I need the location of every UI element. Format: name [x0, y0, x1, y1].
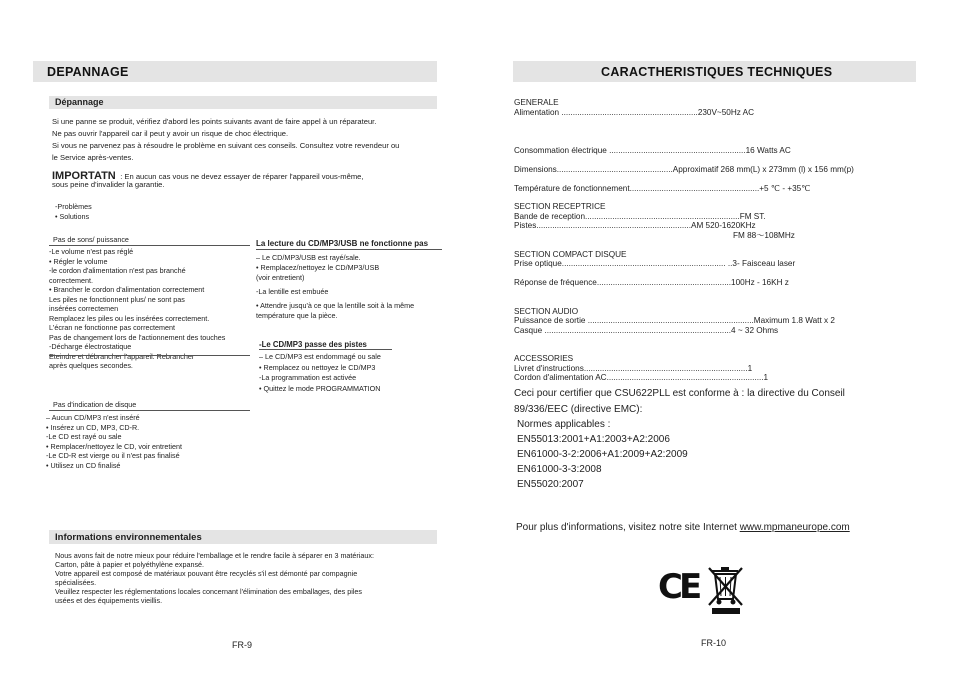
page-number-left: FR-9	[232, 640, 252, 650]
accessory-manual: Livret d'instructions........................................................................1	[514, 364, 753, 373]
spec-optical: Prise optique........................................................................ ..3- Faisceau laser	[514, 259, 796, 268]
section-disc-title: Pas d'indication de disque	[53, 400, 137, 409]
col2-title-2: -Le CD/MP3 passe des pistes	[259, 340, 367, 349]
intro-text: Si une panne se produit, vérifiez d'abord les points suivants avant de faire appel à un réparateur. Ne pas ouvrir l'appareil car il peut y avoir un risque de choc électrique. Si vous ne parvenez pas à résoudre le problème en suivant ces conseils. Consultez votre revendeur ou le Service après-ventes.	[52, 117, 400, 162]
divider	[49, 245, 250, 246]
important-label: IMPORTATN	[52, 170, 116, 182]
depannage-sub-bar	[49, 96, 437, 109]
spec-audio-title: SECTION AUDIO	[514, 307, 579, 316]
conformity-statement: Ceci pour certifier que CSU622PLL est conforme à : la directive du Conseil 89/336/EEC (directive EMC):	[514, 388, 845, 415]
section-disc-list: – Aucun CD/MP3 n'est inséré • Insérez un CD, MP3, CD-R. -Le CD est rayé ou sale • Remplacer/nettoyez le CD, voir entretient -Le CD-R est vierge ou il n'est pas finalisé • Utilisez un CD finalisé	[46, 413, 182, 470]
important-text: : En aucun cas vous ne devez essayer de réparer l'appareil vous-même,	[120, 172, 364, 181]
page-number-right: FR-10	[701, 638, 727, 648]
spec-cd-title: SECTION COMPACT DISQUE	[514, 250, 627, 259]
more-info-text: Pour plus d'informations, visitez notre site Internet	[516, 522, 737, 533]
spec-headphones: Casque ..................................................................................4 ~ 32 Ohms	[514, 326, 779, 335]
crossed-out-bin-icon	[706, 565, 746, 615]
section-sound-list: -Le volume n'est pas réglé • Régler le volume -le cordon d'alimentation n'est pas branché correctement. • Brancher le cordon d'alimentation correctement Les piles ne fonctionnent plus/ ne sont pas insérées correctemen Remplacez les piles ou les insérées correctement. L'écran ne fonctionne pas correctement Pas de changement lors de l'actionnement des touches -Décharge électrostatique Eteindre et débrancher l'appareil. Rebrancher après quelques secondes.	[49, 247, 226, 370]
more-info-line	[516, 522, 850, 533]
accessory-cord: Cordon d'alimentation AC.....................................................................1	[514, 373, 769, 382]
spec-receiver-title: SECTION RECEPTRICE	[514, 202, 606, 211]
accessories-title: ACCESSORIES	[514, 354, 574, 363]
website-link[interactable]: www.mpmaneurope.com	[739, 522, 850, 533]
spec-power-supply: Alimentation ............................................................230V~50Hz AC	[514, 108, 755, 117]
divider	[49, 410, 250, 411]
divider	[259, 349, 392, 350]
specs-header: CARACTHERISTIQUES TECHNIQUES	[601, 65, 833, 79]
legend: -Problèmes • Solutions	[55, 202, 92, 221]
env-text: Nous avons fait de notre mieux pour réduire l'emballage et le rendre facile à séparer en 3 matériaux: Carton, pâte à papier et polyéthylène expansé. Votre appareil est composé de matériaux pouvant être recyclés s'il est démonté par compagnie spécialisées. Veuillez respecter les réglementations locales concernant l'élimination des emballages, des piles usées et des équipements vieillis.	[55, 551, 374, 605]
spec-tracks: Pistes....................................................................AM 520-1620KHz	[514, 221, 756, 230]
spec-output-power: Puissance de sortie .........................................................................Maximum 1.8 Watt x 2	[514, 316, 835, 325]
env-header: Informations environnementales	[55, 532, 202, 543]
section-sound-title: Pas de sons/ puissance	[53, 235, 129, 244]
spec-frequency: Réponse de fréquence...........................................................100Hz - 16KH z	[514, 278, 789, 287]
col2-title: La lecture du CD/MP3/USB ne fonctionne pas	[256, 239, 429, 248]
spec-fm: FM 88～108MHz	[733, 231, 795, 240]
spec-consumption: Consommation électrique ............................................................16 Watts AC	[514, 146, 791, 155]
spec-band: Bande de reception....................................................................FM ST.	[514, 212, 766, 221]
ce-mark: CE	[658, 567, 699, 607]
applicable-norms: Normes applicables : EN55013:2001+A1:2003+A2:2006 EN61000-3-2:2006+A1:2009+A2:2009 EN61000-3-3:2008 EN55020:2007	[517, 419, 688, 490]
important-text-2: sous peine d'invalider la garantie.	[52, 180, 165, 189]
divider	[256, 249, 442, 250]
depannage-header: DEPANNAGE	[47, 65, 129, 79]
depannage-subheader: Dépannage	[55, 97, 104, 107]
spec-general-title: GENERALE	[514, 98, 559, 107]
spec-dimensions: Dimensions...................................................Approximatif 268 mm(L) x 273mm (l) x 156 mm(p)	[514, 165, 854, 174]
divider	[49, 355, 250, 356]
col2-list-2: – Le CD/MP3 est endommagé ou sale • Remplacez ou nettoyez le CD/MP3 -La programmation est activée • Quittez le mode PROGRAMMATION	[259, 352, 381, 393]
spec-temperature: Température de fonctionnement.........................................................+5 ℃ - +35℃	[514, 184, 811, 193]
col2-list: – Le CD/MP3/USB est rayé/sale. • Remplacez/nettoyez le CD/MP3/USB (voir entretient) -La lentille est embuée • Attendre jusqu'à ce que la lentille soit à la même température que la pièce.	[256, 253, 415, 320]
